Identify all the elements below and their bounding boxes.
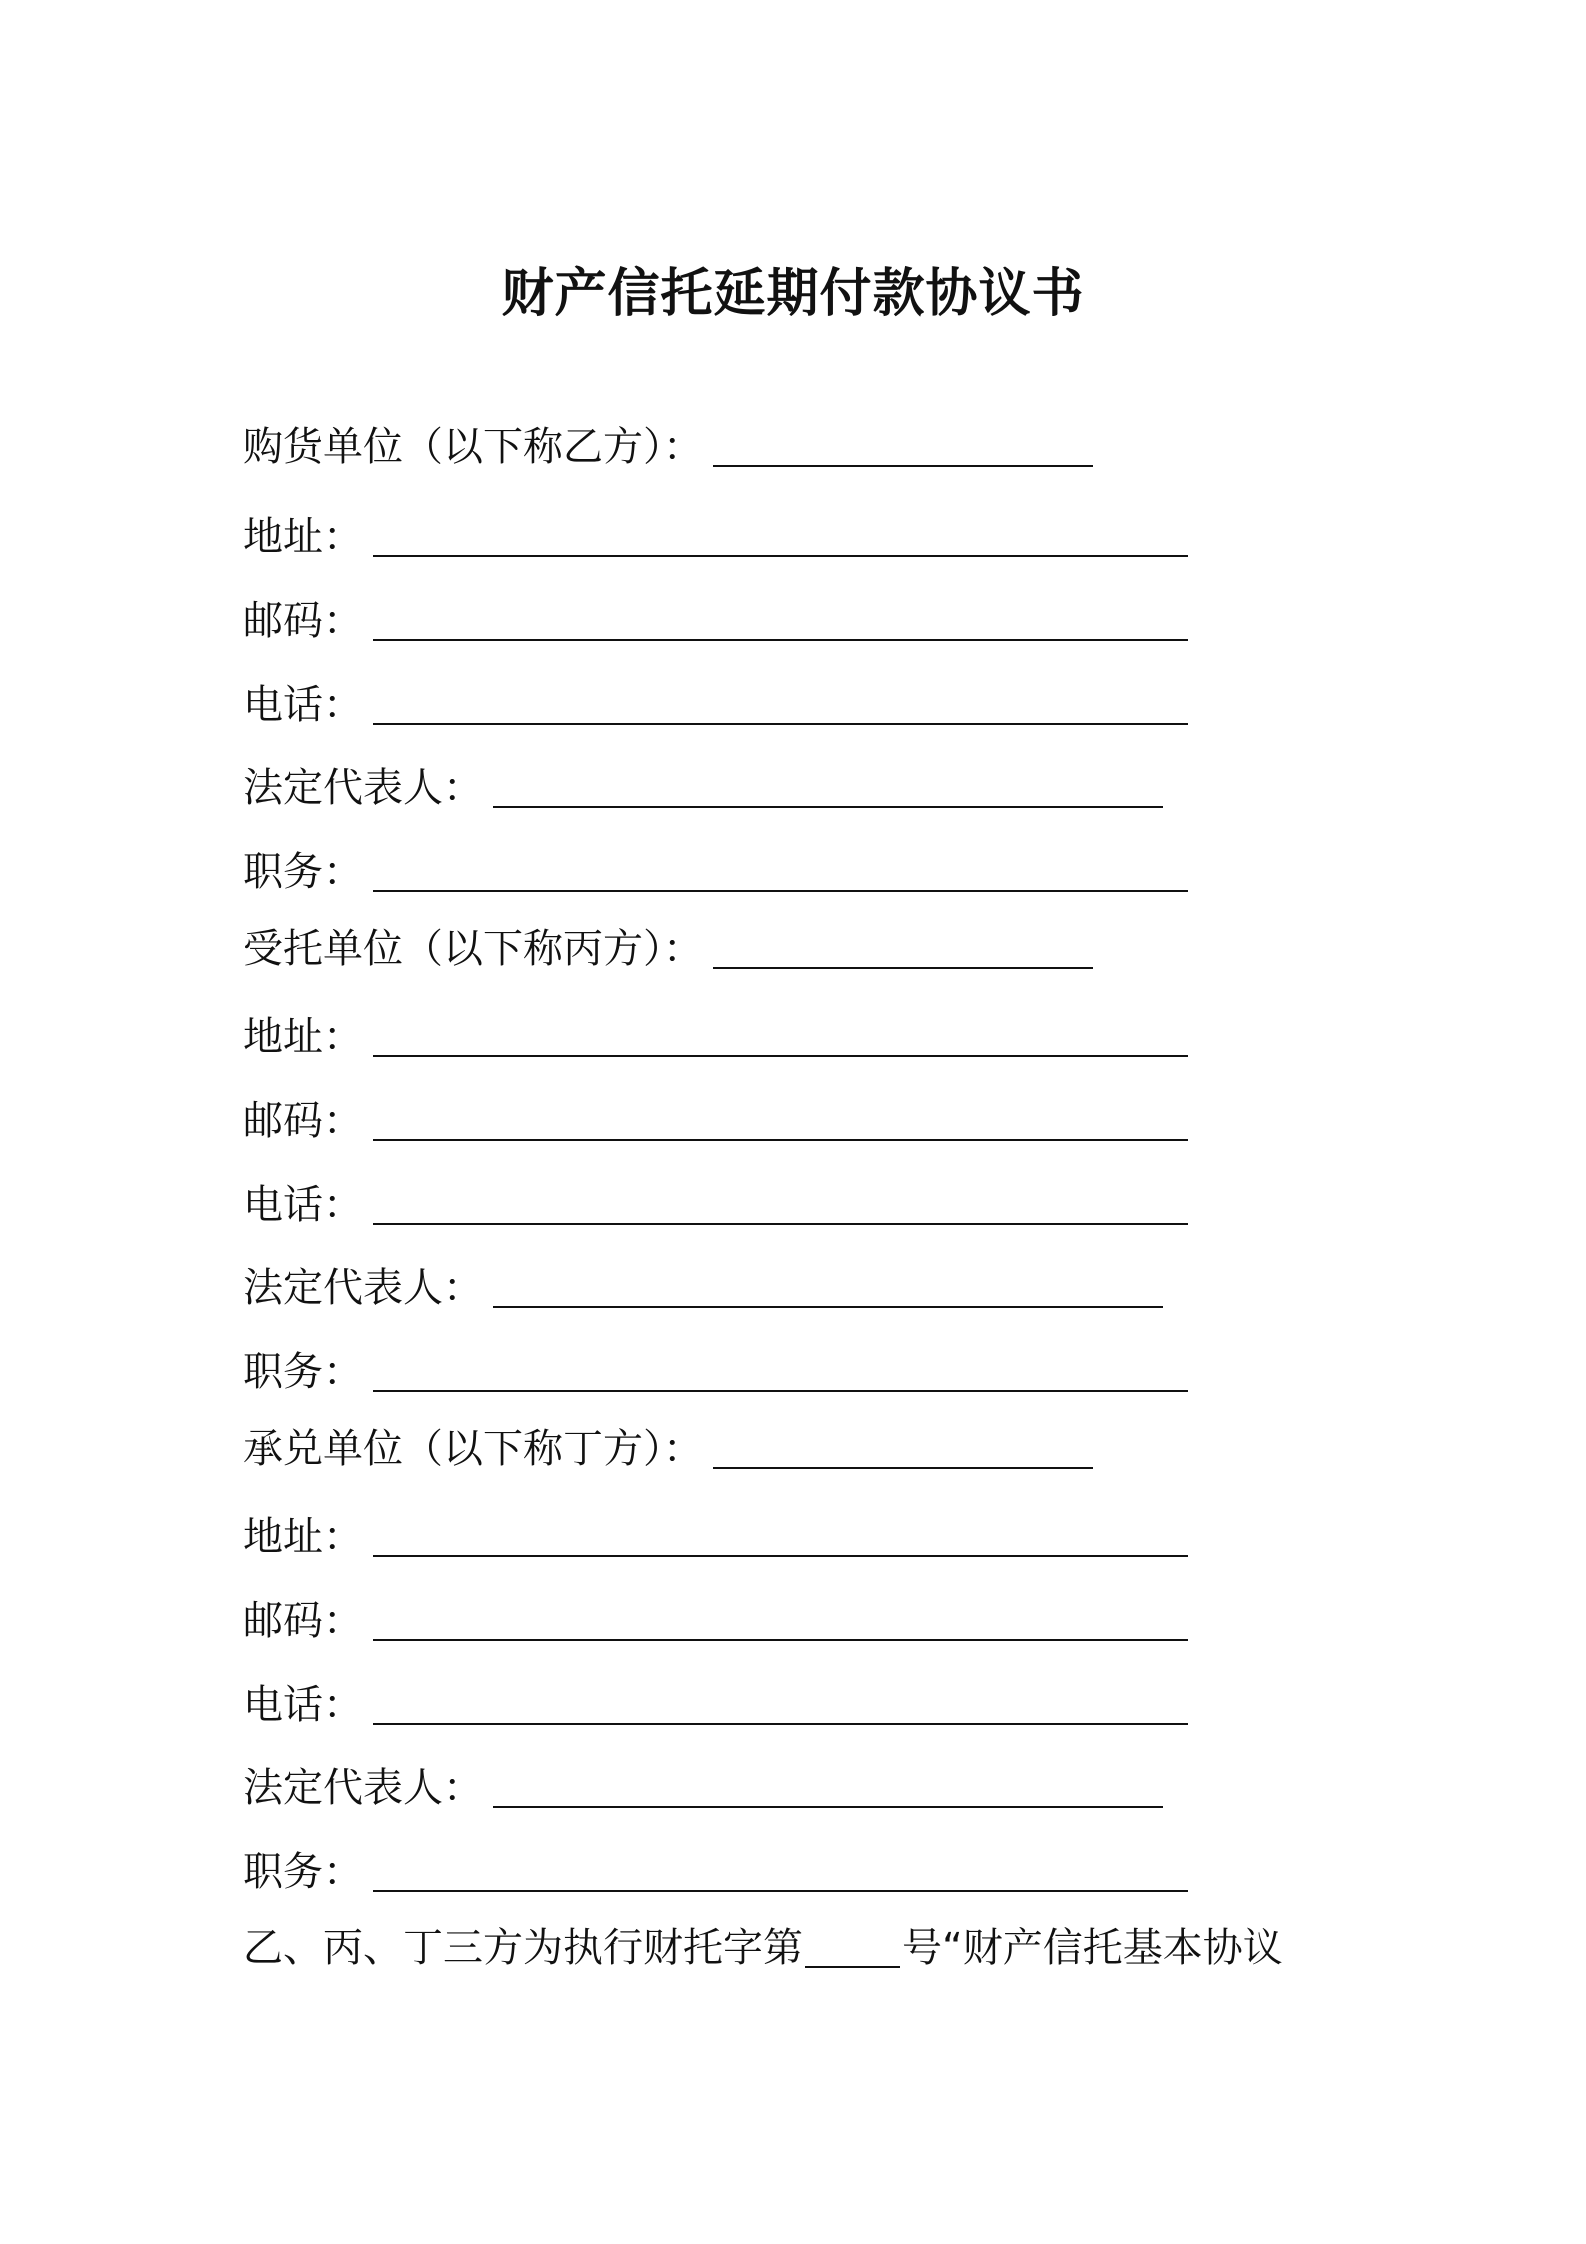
party-b-position-row — [243, 840, 1188, 904]
party-c-legal-rep-blank[interactable] — [493, 1256, 1163, 1308]
party-d-postcode-row — [243, 1589, 1188, 1653]
party-d-position-row — [243, 1840, 1188, 1904]
party-d-legal-rep-blank[interactable] — [493, 1756, 1163, 1808]
party-d-position-label: 职务： — [243, 1849, 363, 1895]
party-c-phone-label: 电话： — [243, 1182, 363, 1228]
party-d-name-blank[interactable] — [713, 1417, 1093, 1469]
party-b-address-blank[interactable] — [373, 505, 1188, 557]
party-b-postcode-row — [243, 589, 1188, 653]
closing-text-before: 乙、丙、丁三方为执行财托字第 — [243, 1925, 803, 1971]
party-c-address-blank[interactable] — [373, 1005, 1188, 1057]
party-c-address-label: 地址： — [243, 1014, 363, 1060]
party-d-address-blank[interactable] — [373, 1505, 1188, 1557]
party-b-legal-rep-row — [243, 756, 1163, 820]
party-d-phone-row — [243, 1673, 1188, 1737]
party-d-postcode-label: 邮码： — [243, 1598, 363, 1644]
closing-text-after: 号“财产信托基本协议 — [902, 1925, 1283, 1971]
party-c-phone-row — [243, 1173, 1188, 1237]
party-b-postcode-label: 邮码： — [243, 598, 363, 644]
party-b-legal-rep-label: 法定代表人： — [243, 765, 483, 811]
party-b-heading-row — [243, 415, 1093, 479]
party-c-postcode-blank[interactable] — [373, 1089, 1188, 1141]
party-c-heading: 受托单位（以下称丙方）： — [243, 926, 703, 972]
party-b-position-label: 职务： — [243, 849, 363, 895]
party-c-postcode-row — [243, 1089, 1188, 1153]
party-c-position-row — [243, 1340, 1188, 1404]
party-d-heading: 承兑单位（以下称丁方）： — [243, 1426, 703, 1472]
party-c-legal-rep-row — [243, 1256, 1163, 1320]
party-d-phone-label: 电话： — [243, 1682, 363, 1728]
party-d-heading-row — [243, 1417, 1093, 1481]
party-c-address-row — [243, 1005, 1188, 1069]
party-b-phone-blank[interactable] — [373, 673, 1188, 725]
document-title: 财产信托延期付款协议书 — [501, 264, 1085, 324]
party-d-address-row — [243, 1505, 1188, 1569]
party-c-position-blank[interactable] — [373, 1340, 1188, 1392]
party-b-postcode-blank[interactable] — [373, 589, 1188, 641]
party-d-phone-blank[interactable] — [373, 1673, 1188, 1725]
party-c-phone-blank[interactable] — [373, 1173, 1188, 1225]
party-b-heading: 购货单位（以下称乙方）： — [243, 424, 703, 470]
party-b-address-row — [243, 505, 1188, 569]
party-b-name-blank[interactable] — [713, 415, 1093, 467]
party-b-legal-rep-blank[interactable] — [493, 756, 1163, 808]
party-d-position-blank[interactable] — [373, 1840, 1188, 1892]
party-d-legal-rep-label: 法定代表人： — [243, 1765, 483, 1811]
party-c-legal-rep-label: 法定代表人： — [243, 1265, 483, 1311]
party-c-heading-row — [243, 917, 1093, 981]
party-d-postcode-blank[interactable] — [373, 1589, 1188, 1641]
closing-sentence — [243, 1916, 1283, 1980]
party-b-phone-label: 电话： — [243, 682, 363, 728]
party-b-position-blank[interactable] — [373, 840, 1188, 892]
party-c-postcode-label: 邮码： — [243, 1098, 363, 1144]
agreement-number-blank[interactable] — [805, 1916, 900, 1968]
party-c-name-blank[interactable] — [713, 917, 1093, 969]
party-b-phone-row — [243, 673, 1188, 737]
party-d-legal-rep-row — [243, 1756, 1163, 1820]
party-d-address-label: 地址： — [243, 1514, 363, 1560]
party-c-position-label: 职务： — [243, 1349, 363, 1395]
party-b-address-label: 地址： — [243, 514, 363, 560]
